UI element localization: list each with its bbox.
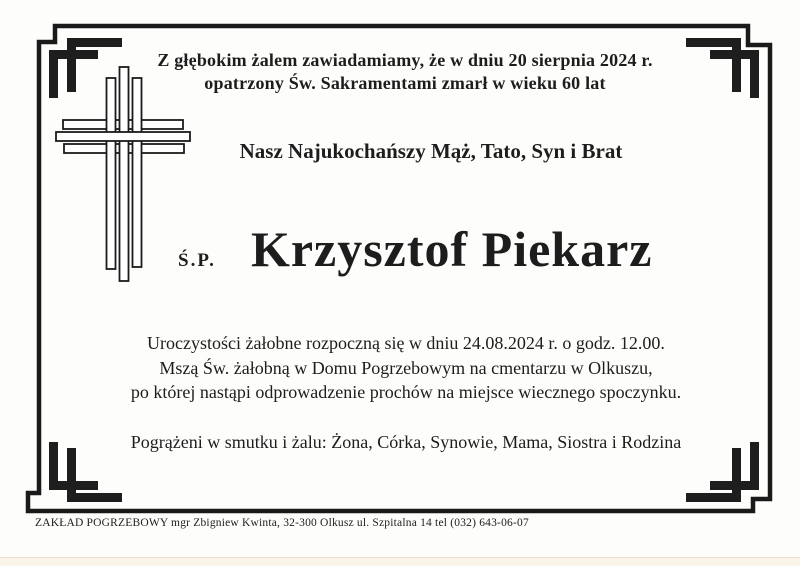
deceased-name-row [178,218,758,281]
cross-icon [56,67,190,281]
intro-lines [40,49,770,95]
ceremony-details [40,331,772,405]
honorific-sp: Ś.P. [178,250,216,271]
intro-line-2: opatrzony Św. Sakramentami zmarł w wieku 60 lat [204,73,606,93]
deceased-name: Krzysztof Piekarz [250,221,653,277]
funeral-home-footer: ZAKŁAD POGRZEBOWY mgr Zbigniew Kwinta, 32-300 Olkusz ul. Szpitalna 14 tel (032) 643-06-07 [35,517,529,529]
mourners-line: Pogrążeni w smutku i żalu: Żona, Córka, Synowie, Mama, Siostra i Rodzina [130,432,682,452]
ceremony-line-2: Mszą Św. żałobną w Domu Pogrzebowym na cmentarzu w Olkuszu, [159,357,653,378]
relation-line: Nasz Najukochańszy Mąż, Tato, Syn i Brat [239,139,623,163]
intro-line-1: Z głębokim żalem zawiadamiamy, że w dniu 20 sierpnia 2024 r. [157,50,653,70]
ceremony-line-1: Uroczystości żałobne rozpoczną się w dniu 24.08.2024 r. o godz. 12.00. [147,333,665,353]
ceremony-line-3: po której nastąpi odprowadzenie prochów na miejsce wiecznego spoczynku. [130,382,682,402]
scan-edge-strip [0,557,800,566]
